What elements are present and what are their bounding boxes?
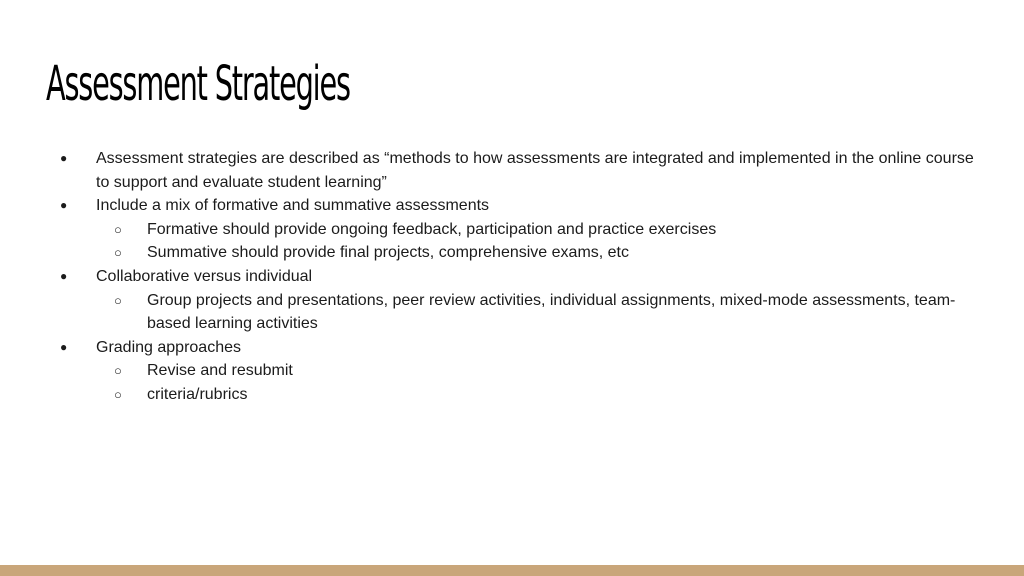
list-item-text: Include a mix of formative and summative assessments xyxy=(96,197,490,215)
bullet-icon: ● xyxy=(60,198,68,213)
slide-title: Assessment Strategies xyxy=(46,56,350,112)
sub-bullet-icon: ○ xyxy=(114,363,122,379)
sub-bullet-icon: ○ xyxy=(114,221,122,237)
sub-list-item xyxy=(96,289,988,336)
sub-bullet-list xyxy=(96,359,988,406)
list-item xyxy=(58,265,988,336)
sub-bullet-icon: ○ xyxy=(114,292,122,308)
sub-list-item xyxy=(96,383,988,407)
bullet-icon: ● xyxy=(60,339,68,354)
bullet-icon: ● xyxy=(60,151,68,165)
sub-bullet-icon: ○ xyxy=(114,386,122,402)
bullet-list xyxy=(58,147,988,407)
list-item-text: Grading approaches xyxy=(96,338,241,356)
list-item-text: Collaborative versus individual xyxy=(96,267,313,285)
sub-list-item-text: Formative should provide ongoing feedback, participation and practice exercises xyxy=(147,220,717,238)
sub-list-item xyxy=(96,218,988,242)
list-item xyxy=(58,336,988,407)
sub-bullet-list xyxy=(96,218,988,265)
sub-list-item xyxy=(96,241,988,265)
sub-list-item-text: criteria/rubrics xyxy=(147,385,248,403)
sub-list-item-text: Revise and resubmit xyxy=(147,362,293,380)
sub-list-item-text: Group projects and presentations, peer review activities, individual assignments, mixed-mode assessments, team-based learning activities xyxy=(147,291,956,333)
sub-list-item-text: Summative should provide final projects, comprehensive exams, etc xyxy=(147,244,629,262)
bullet-icon: ● xyxy=(60,268,68,283)
list-item xyxy=(58,147,988,194)
list-item xyxy=(58,194,988,265)
list-item-text: Assessment strategies are described as “methods to how assessments are integrated and implemented in the online course to support and evaluate student learning” xyxy=(96,150,974,191)
bottom-accent-bar xyxy=(0,565,1024,576)
sub-bullet-list xyxy=(96,289,988,336)
slide-body xyxy=(58,147,988,407)
sub-bullet-icon: ○ xyxy=(114,245,122,261)
sub-list-item xyxy=(96,359,988,383)
